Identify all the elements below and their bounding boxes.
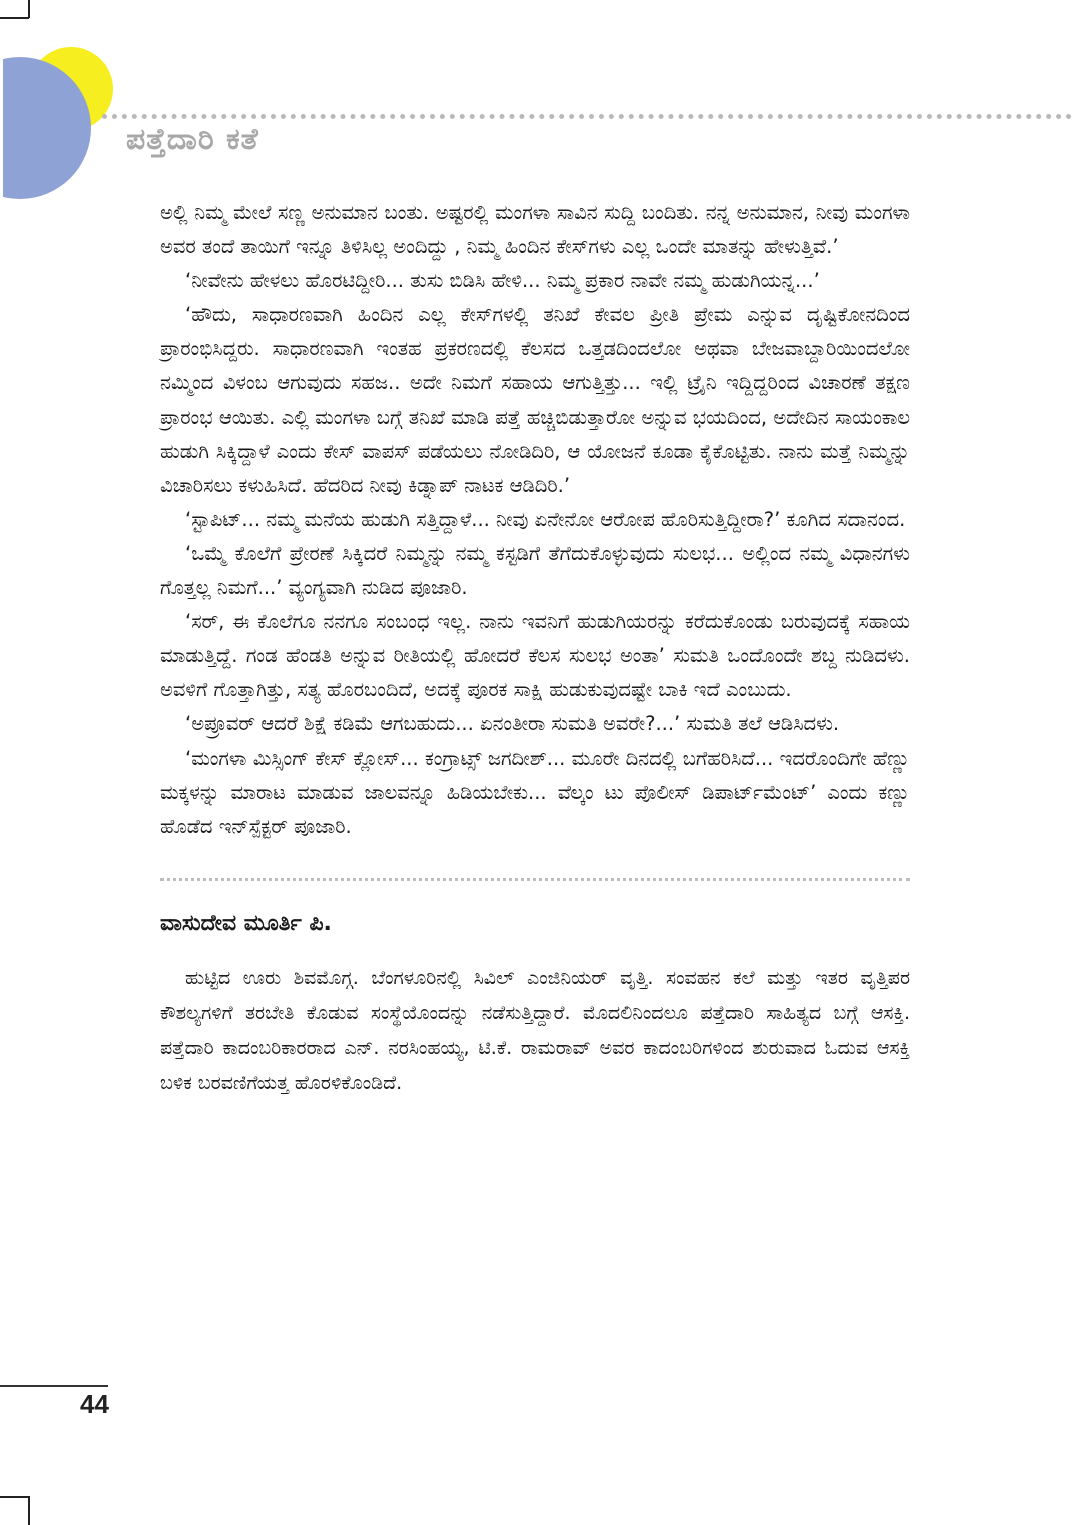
decorative-blue-circle-clip [3,57,91,199]
decorative-blue-circle [3,57,91,199]
crop-mark-top-left [28,0,30,18]
header-dotted-rule [102,114,1072,119]
story-paragraph: ‘ಮಂಗಳಾ ಮಿಸ್ಸಿಂಗ್ ಕೇಸ್ ಕ್ಲೋಸ್... ಕಂಗ್ರಾಟ್ಸ್ ಜಗದೀಶ್... ಮೂರೇ ದಿನದಲ್ಲಿ ಬಗೆಹರಿಸಿದೆ... ಇದರೊಂದಿಗೇ ಹೆಣ್ಣು ಮಕ್ಕಳನ್ನು ಮಾರಾಟ ಮಾಡುವ ಜಾಲವನ್ನೂ ಹಿಡಿಯಬೇಕು... ವೆಲ್ಕಂ ಟು ಪೊಲೀಸ್ ಡಿಪಾರ್ಟ್‌ಮೆಂಟ್’ ಎಂದು ಕಣ್ಣು ಹೊಡೆದ ಇನ್‌ಸ್ಪೆಕ್ಟರ್ ಪೂಜಾರಿ. [160,746,910,838]
section-title: ಪತ್ತೆದಾರಿ ಕತೆ [126,122,259,157]
story-paragraph: ‘ಒಮ್ಮೆ ಕೊಲೆಗೆ ಪ್ರೇರಣೆ ಸಿಕ್ಕಿದರೆ ನಿಮ್ಮನ್ನು ನಮ್ಮ ಕಸ್ಟಡಿಗೆ ತೆಗೆದುಕೊಳ್ಳುವುದು ಸುಲಭ... ಅಲ್ಲಿಂದ ನಮ್ಮ ವಿಧಾನಗಳು ಗೊತ್ತಲ್ಲ ನಿಮಗೆ...’ ವ್ಯಂಗ್ಯವಾಗಿ ನುಡಿದ ಪೂಜಾರಿ. [160,541,910,600]
crop-mark-bottom-left [28,1496,30,1525]
story-paragraph: ‘ನೀವೇನು ಹೇಳಲು ಹೊರಟಿದ್ದೀರಿ... ತುಸು ಬಿಡಿಸಿ ಹೇಳಿ... ನಿಮ್ಮ ಪ್ರಕಾರ ನಾವೇ ನಮ್ಮ ಹುಡುಗಿಯನ್ನ...’ [185,269,820,293]
story-paragraph: ಅಲ್ಲಿ ನಿಮ್ಮ ಮೇಲೆ ಸಣ್ಣ ಅನುಮಾನ ಬಂತು. ಅಷ್ಟರಲ್ಲಿ ಮಂಗಳಾ ಸಾವಿನ ಸುದ್ದಿ ಬಂದಿತು. ನನ್ನ ಅನುಮಾನ, ನೀವು ಮಂಗಳಾ ಅವರ ತಂದೆ ತಾಯಿಗೆ ಇನ್ನೂ ತಿಳಿಸಿಲ್ಲ ಅಂದಿದ್ದು , ನಿಮ್ಮ ಹಿಂದಿನ ಕೇಸ್‌ಗಳು ಎಲ್ಲ ಒಂದೇ ಮಾತನ್ನು ಹೇಳುತ್ತಿವೆ.’ [160,201,910,259]
page-number: 44 [80,1389,109,1419]
story-paragraph: ‘ಸ್ಟಾಪಿಟ್... ನಮ್ಮ ಮನೆಯ ಹುಡುಗಿ ಸತ್ತಿದ್ದಾಳೆ... ನೀವು ಏನೇನೋ ಆರೋಪ ಹೊರಿಸುತ್ತಿದ್ದೀರಾ?’ ಕೂಗಿದ ಸದಾನಂದ. [185,507,906,531]
author-bio: ಹುಟ್ಟಿದ ಊರು ಶಿವಮೊಗ್ಗ. ಬೆಂಗಳೂರಿನಲ್ಲಿ ಸಿವಿಲ್ ಎಂಜಿನಿಯರ್ ವೃತ್ತಿ. ಸಂವಹನ ಕಲೆ ಮತ್ತು ಇತರ ವೃತ್ತಿಪರ ಕೌಶಲ್ಯಗಳಿಗೆ ತರಬೇತಿ ಕೊಡುವ ಸಂಸ್ಥೆಯೊಂದನ್ನು ನಡೆಸುತ್ತಿದ್ದಾರೆ. ಮೊದಲಿನಿಂದಲೂ ಪತ್ತೆದಾರಿ ಸಾಹಿತ್ಯದ ಬಗ್ಗೆ ಆಸಕ್ತಿ. ಪತ್ತೆದಾರಿ ಕಾದಂಬರಿಕಾರರಾದ ಎನ್. ನರಸಿಂಹಯ್ಯ, ಟಿ.ಕೆ. ರಾಮರಾವ್ ಅವರ ಕಾದಂಬರಿಗಳಿಂದ ಶುರುವಾದ ಓದುವ ಆಸಕ್ತಿ ಬಳಿಕ ಬರವಣಿಗೆಯತ್ತ ಹೊರಳಿಕೊಂಡಿದೆ. [160,966,910,1094]
crop-mark-bottom-left [0,1496,29,1498]
author-name: ವಾಸುದೇವ ಮೂರ್ತಿ ಪಿ. [160,910,332,936]
crop-mark-top-left [0,17,29,19]
story-body [160,196,910,844]
story-paragraph: ‘ಅಪ್ರೂವರ್ ಆದರೆ ಶಿಕ್ಷೆ ಕಡಿಮೆ ಆಗಬಹುದು... ಏನಂತೀರಾ ಸುಮತಿ ಅವರೇ?...’ ಸುಮತಿ ತಲೆ ಆಡಿಸಿದಳು. [185,712,840,736]
footer-rule [0,1385,108,1387]
story-paragraph: ‘ಸರ್, ಈ ಕೊಲೆಗೂ ನನಗೂ ಸಂಬಂಧ ಇಲ್ಲ. ನಾನು ಇವನಿಗೆ ಹುಡುಗಿಯರನ್ನು ಕರೆದುಕೊಂಡು ಬರುವುದಕ್ಕೆ ಸಹಾಯ ಮಾಡುತ್ತಿದ್ದೆ. ಗಂಡ ಹೆಂಡತಿ ಅನ್ನುವ ರೀತಿಯಲ್ಲಿ ಹೋದರೆ ಕೆಲಸ ಸುಲಭ ಅಂತಾ’ ಸುಮತಿ ಒಂದೊಂದೇ ಶಬ್ದ ನುಡಿದಳು. ಅವಳಿಗೆ ಗೊತ್ತಾಗಿತ್ತು, ಸತ್ಯ ಹೊರಬಂದಿದೆ, ಅದಕ್ಕೆ ಪೂರಕ ಸಾಕ್ಷಿ ಹುಡುಕುವುದಷ್ಟೇ ಬಾಕಿ ಇದೆ ಎಂಬುದು. [160,610,910,702]
story-paragraph: ‘ಹೌದು, ಸಾಧಾರಣವಾಗಿ ಹಿಂದಿನ ಎಲ್ಲ ಕೇಸ್‌ಗಳಲ್ಲಿ ತನಿಖೆ ಕೇವಲ ಪ್ರೀತಿ ಪ್ರೇಮ ಎನ್ನುವ ದೃಷ್ಟಿಕೋನದಿಂದ ಪ್ರಾರಂಭಿಸಿದ್ದರು. ಸಾಧಾರಣವಾಗಿ ಇಂತಹ ಪ್ರಕರಣದಲ್ಲಿ ಕೆಲಸದ ಒತ್ತಡದಿಂದಲೋ ಅಥವಾ ಬೇಜವಾಬ್ದಾರಿಯಿಂದಲೋ ನಮ್ಮಿಂದ ವಿಳಂಬ ಆಗುವುದು ಸಹಜ.. ಅದೇ ನಿಮಗೆ ಸಹಾಯ ಆಗುತ್ತಿತ್ತು... ಇಲ್ಲಿ ಟ್ರೈನಿ ಇದ್ದಿದ್ದರಿಂದ ವಿಚಾರಣೆ ತಕ್ಷಣ ಪ್ರಾರಂಭ ಆಯಿತು. ಎಲ್ಲಿ ಮಂಗಳಾ ಬಗ್ಗೆ ತನಿಖೆ ಮಾಡಿ ಪತ್ತೆ ಹಚ್ಚಿಬಿಡುತ್ತಾರೋ ಅನ್ನುವ ಭಯದಿಂದ, ಅದೇದಿನ ಸಾಯಂಕಾಲ ಹುಡುಗಿ ಸಿಕ್ಕಿದ್ದಾಳೆ ಎಂದು ಕೇಸ್ ವಾಪಸ್ ಪಡೆಯಲು ನೋಡಿದಿರಿ, ಆ ಯೋಜನೆ ಕೂಡಾ ಕೈಕೊಟ್ಟಿತು. ನಾನು ಮತ್ತೆ ನಿಮ್ಮನ್ನು ವಿಚಾರಿಸಲು ಕಳುಹಿಸಿದೆ. ಹೆದರಿದ ನೀವು ಕಿಡ್ನಾಪ್ ನಾಟಕ ಆಡಿದಿರಿ.’ [160,303,910,497]
main-content [160,196,910,1101]
section-divider [160,878,910,881]
